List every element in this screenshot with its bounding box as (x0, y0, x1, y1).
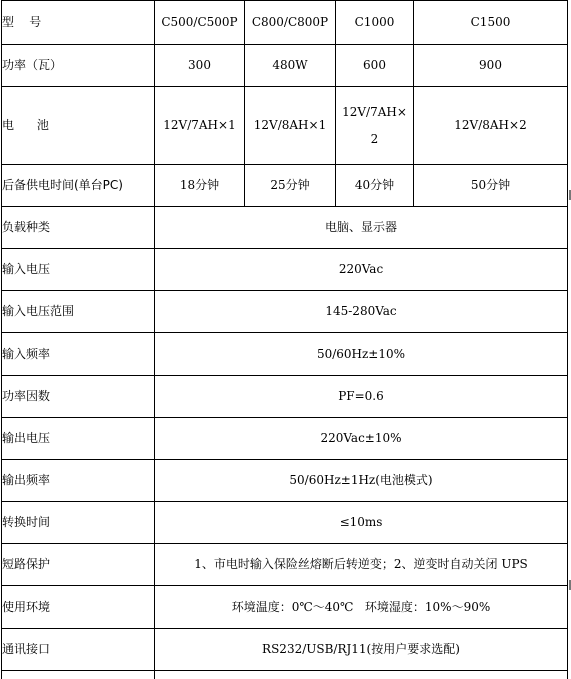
table-row (2, 502, 568, 544)
row-label: 负载种类 (2, 207, 155, 249)
row-label: 后备供电时间(单台PC) (2, 165, 155, 207)
cell-value: 12V/8AH×2 (414, 87, 568, 165)
table-row (2, 376, 568, 418)
row-label: 通讯接口 (2, 629, 155, 671)
table-row-model (2, 1, 568, 45)
cell-value: C800/C800P (245, 1, 336, 45)
row-value: RS232/USB/RJ11(按用户要求选配) (155, 629, 568, 671)
row-label: 输入频率 (2, 333, 155, 376)
row-value: 220Vac±10% (155, 418, 568, 460)
cell-value: 480W (245, 45, 336, 87)
row-value: 环境温度：0℃～40℃ 环境湿度：10%～90% (155, 586, 568, 629)
cell-value: 300 (155, 45, 245, 87)
table-row (2, 249, 568, 291)
row-value: 145-280Vac (155, 291, 568, 333)
row-label: 输入电压 (2, 249, 155, 291)
table-row (2, 291, 568, 333)
cell-value: 18分钟 (155, 165, 245, 207)
row-label: 短路保护 (2, 544, 155, 586)
cell-value: C500/C500P (155, 1, 245, 45)
row-label: 使用环境 (2, 586, 155, 629)
cell-value: 600 (336, 45, 414, 87)
cell-value: C1000 (336, 1, 414, 45)
cell-value: 900 (414, 45, 568, 87)
cell-value: 12V/7AH×1 (155, 87, 245, 165)
row-label: 功率因数 (2, 376, 155, 418)
cut-cell (2, 671, 155, 679)
table-row (2, 207, 568, 249)
cut-cell (155, 671, 568, 679)
table-row-power (2, 45, 568, 87)
table-row-backup-time (2, 165, 568, 207)
ups-spec-table (1, 0, 568, 679)
row-label: 输入电压范围 (2, 291, 155, 333)
table-row (2, 418, 568, 460)
row-label: 输出频率 (2, 460, 155, 502)
row-label: 功率（瓦） (2, 45, 155, 87)
table-row-battery (2, 87, 568, 165)
cell-value: 25分钟 (245, 165, 336, 207)
cell-value: 50分钟 (414, 165, 568, 207)
cell-value: C1500 (414, 1, 568, 45)
cell-value: 12V/8AH×1 (245, 87, 336, 165)
row-label: 输出电压 (2, 418, 155, 460)
row-value: ≤10ms (155, 502, 568, 544)
table-row (2, 586, 568, 629)
table-row (2, 544, 568, 586)
row-label: 型 号 (2, 1, 155, 45)
row-label: 转换时间 (2, 502, 155, 544)
row-label: 电 池 (2, 87, 155, 165)
table-row (2, 460, 568, 502)
cell-value: 40分钟 (336, 165, 414, 207)
cell-value: 12V/7AH×2 (336, 87, 414, 165)
table-row (2, 629, 568, 671)
row-value: 220Vac (155, 249, 568, 291)
table-row-cut (2, 671, 568, 679)
row-value: 50/60Hz±1Hz(电池模式) (155, 460, 568, 502)
row-value: 50/60Hz±10% (155, 333, 568, 376)
table-row (2, 333, 568, 376)
row-value: 电脑、显示器 (155, 207, 568, 249)
row-value: 1、市电时输入保险丝熔断后转逆变；2、逆变时自动关闭 UPS (155, 544, 568, 586)
row-value: PF=0.6 (155, 376, 568, 418)
